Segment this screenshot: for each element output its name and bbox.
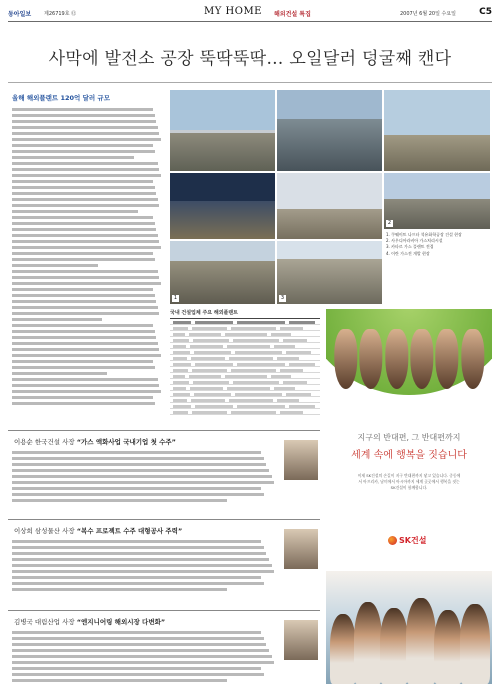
table-cell (280, 411, 303, 414)
plant-photo (277, 173, 382, 239)
issue-number: 제26719호 ⑫ (44, 11, 77, 17)
table-cell (237, 321, 285, 324)
table-cell (194, 393, 231, 396)
text-line (12, 132, 159, 135)
table-cell (233, 381, 279, 384)
text-line (12, 643, 266, 646)
table-row (170, 409, 320, 415)
table-cell (173, 327, 188, 330)
text-line (12, 631, 261, 634)
table-cell (231, 411, 276, 414)
table-cell (195, 363, 233, 366)
story-text (8, 451, 320, 502)
text-line (12, 469, 269, 472)
table-cell (237, 363, 285, 366)
ad-body-text: 이제 SK건설의 손길이 지구 반대편까지 닿고 있습니다. 중동에서 아프리카, 남미에서 아시아까지 세계 곳곳에서 행복을 짓는 SK건설이 함께합니다. (357, 473, 461, 490)
table-cell (193, 339, 229, 342)
text-line (12, 276, 159, 279)
story-rule (8, 519, 320, 520)
text-line (12, 264, 98, 267)
sk-logo-text: SK건설 (399, 536, 427, 545)
text-line (12, 402, 155, 405)
page-number: C5 (479, 7, 492, 17)
article-subhead: 올해 해외플랜트 120억 달러 규모 (12, 94, 110, 102)
text-line (12, 348, 159, 351)
text-line (12, 252, 153, 255)
table-cell (173, 369, 188, 372)
table-cell (173, 339, 189, 342)
plant-photo (277, 241, 382, 304)
table-cell (173, 357, 187, 360)
table-cell (225, 375, 267, 378)
story-title (8, 526, 320, 535)
text-line (12, 312, 159, 315)
people-group-image (326, 571, 492, 684)
article-body (8, 93, 164, 405)
upside-down-people-image (334, 329, 484, 389)
table-cell (190, 387, 223, 390)
sk-logo (388, 535, 426, 546)
table-cell (173, 321, 191, 324)
table-cell (231, 369, 276, 372)
text-line (12, 552, 266, 555)
story-person: 김병국 대림산업 사장 (14, 618, 75, 626)
issue-date: 2007년 6월 20일 수요일 (400, 11, 457, 17)
paper-name: 동아일보 (8, 11, 32, 18)
text-line (12, 390, 161, 393)
photo-captions (386, 232, 490, 257)
text-line (12, 288, 153, 291)
text-line (12, 661, 274, 664)
photo-caption: 3. 카타르 가스 플랜트 전경 (386, 244, 434, 250)
article-text (8, 108, 164, 405)
table-cell (289, 405, 315, 408)
table-cell (173, 345, 186, 348)
plant-photo (170, 241, 275, 304)
text-line (12, 540, 261, 543)
text-line (12, 306, 158, 309)
text-line (12, 493, 264, 496)
text-line (12, 558, 269, 561)
text-line (12, 649, 269, 652)
text-line (12, 451, 261, 454)
table-cell (173, 399, 187, 402)
text-line (12, 354, 161, 357)
table-cell (229, 399, 273, 402)
headline-rule (8, 82, 492, 83)
table-cell (277, 399, 299, 402)
text-line (12, 180, 153, 183)
interview-story (8, 430, 320, 502)
text-line (12, 582, 264, 585)
text-line (12, 463, 266, 466)
text-line (12, 246, 161, 249)
text-line (12, 588, 227, 591)
table-cell (173, 375, 185, 378)
text-line (12, 198, 158, 201)
text-line (12, 138, 161, 141)
table-cell (286, 393, 311, 396)
table-cell (277, 357, 299, 360)
text-line (12, 228, 156, 231)
table-cell (274, 345, 295, 348)
text-line (12, 210, 138, 213)
photo-caption: 1. 쿠웨이트 나프타 석유화학공장 건설 현장 (386, 232, 462, 237)
table-cell (192, 411, 227, 414)
photo-number: 2 (387, 220, 392, 226)
table-cell (173, 405, 191, 408)
text-line (12, 378, 158, 381)
photo-number: 1 (173, 295, 178, 301)
text-line (12, 637, 264, 640)
table-cell (289, 321, 315, 324)
text-line (12, 300, 156, 303)
ad-copy-line1: 지구의 반대편, 그 반대편까지 (357, 433, 461, 442)
table-cell (191, 357, 225, 360)
story-quote: “복수 프로젝트 수주 대형공사 주력” (76, 527, 183, 535)
text-line (12, 673, 264, 676)
text-line (12, 186, 155, 189)
text-line (12, 108, 153, 111)
table-cell (233, 339, 279, 342)
table-cell (274, 387, 295, 390)
interview-story (8, 610, 320, 682)
text-line (12, 204, 159, 207)
text-line (12, 282, 161, 285)
text-line (12, 294, 155, 297)
table-cell (225, 333, 267, 336)
text-line (12, 150, 155, 153)
section-subtitle: 해외건설 특집 (274, 11, 311, 18)
sk-butterfly-icon (388, 536, 397, 545)
photo-caption: 4. 이란 가스전 개발 현장 (386, 250, 430, 256)
table-cell (173, 351, 190, 354)
table-cell (283, 339, 307, 342)
text-line (12, 192, 156, 195)
table-cell (280, 369, 303, 372)
text-line (12, 655, 272, 658)
story-person: 이용순 한국건설 사장 (14, 438, 75, 446)
photo-number: 3 (280, 295, 285, 301)
section-title: MY HOME (204, 6, 262, 17)
top-rule (8, 21, 492, 22)
table-cell (289, 363, 315, 366)
table-cell (193, 381, 229, 384)
plant-photo (170, 90, 275, 171)
plant-photo (170, 173, 275, 239)
story-title (8, 617, 320, 626)
text-line (12, 475, 272, 478)
story-quote: “가스 액화사업 국내기업 첫 수주” (76, 438, 176, 446)
text-line (12, 679, 227, 682)
table-cell (283, 381, 307, 384)
interview-story (8, 519, 320, 591)
text-line (12, 570, 274, 573)
text-line (12, 318, 102, 321)
text-line (12, 366, 155, 369)
table-cell (189, 333, 221, 336)
story-text (8, 631, 320, 682)
text-line (12, 342, 158, 345)
story-rule (8, 430, 320, 431)
text-line (12, 396, 153, 399)
headline: 사막에 발전소 공장 뚝딱뚝딱… 오일달러 덩굴째 캔다 (48, 49, 452, 69)
text-line (12, 576, 261, 579)
table-cell (237, 405, 285, 408)
text-line (12, 487, 261, 490)
table-cell (173, 333, 185, 336)
text-line (12, 156, 134, 159)
table-cell (271, 333, 291, 336)
table-cell (194, 351, 231, 354)
text-line (12, 126, 158, 129)
text-line (12, 360, 153, 363)
table-cell (280, 327, 303, 330)
table-cell (190, 345, 223, 348)
table-cell (191, 399, 225, 402)
project-table (170, 309, 320, 424)
table-cell (173, 393, 190, 396)
table-cell (231, 327, 276, 330)
table-cell (229, 357, 273, 360)
story-person: 이상희 삼성물산 사장 (14, 527, 75, 535)
text-line (12, 144, 153, 147)
sk-advertisement (326, 309, 492, 684)
table-cell (235, 393, 282, 396)
plant-photo (384, 173, 490, 229)
table-grid (170, 318, 320, 415)
text-line (12, 114, 155, 117)
text-line (12, 216, 153, 219)
text-line (12, 499, 227, 502)
text-line (12, 330, 155, 333)
text-line (12, 324, 153, 327)
text-line (12, 667, 261, 670)
plant-photo (277, 90, 382, 171)
table-cell (173, 381, 189, 384)
text-line (12, 481, 274, 484)
photo-caption: 2. 사우디아라비아 가스처리시설 (386, 238, 443, 244)
table-cell (189, 375, 221, 378)
story-text (8, 540, 320, 591)
text-line (12, 222, 155, 225)
table-cell (195, 321, 233, 324)
table-cell (227, 345, 270, 348)
story-rule (8, 610, 320, 611)
plant-photo (384, 90, 490, 171)
table-cell (286, 351, 311, 354)
ad-copy-line2: 세계 속에 행복을 짓습니다 (351, 450, 467, 461)
text-line (12, 546, 264, 549)
text-line (12, 258, 155, 261)
text-line (12, 234, 158, 237)
text-line (12, 174, 161, 177)
text-line (12, 372, 107, 375)
text-line (12, 384, 159, 387)
text-line (12, 457, 264, 460)
text-line (12, 270, 158, 273)
table-cell (227, 387, 270, 390)
story-title (8, 437, 320, 446)
text-line (12, 162, 158, 165)
table-cell (192, 369, 227, 372)
table-cell (173, 363, 191, 366)
table-cell (173, 411, 188, 414)
table-cell (192, 327, 227, 330)
text-line (12, 168, 159, 171)
table-cell (271, 375, 291, 378)
story-quote: “엔지니어링 해외시장 다변화” (76, 618, 166, 626)
text-line (12, 564, 272, 567)
portrait-photo (284, 529, 318, 569)
table-title: 국내 건설업체 주요 해외플랜트 (170, 310, 239, 316)
text-line (12, 120, 156, 123)
text-line (12, 336, 156, 339)
text-line (12, 240, 159, 243)
portrait-photo (284, 620, 318, 660)
portrait-photo (284, 440, 318, 480)
table-cell (173, 387, 186, 390)
table-cell (235, 351, 282, 354)
table-cell (195, 405, 233, 408)
masthead (8, 6, 492, 20)
